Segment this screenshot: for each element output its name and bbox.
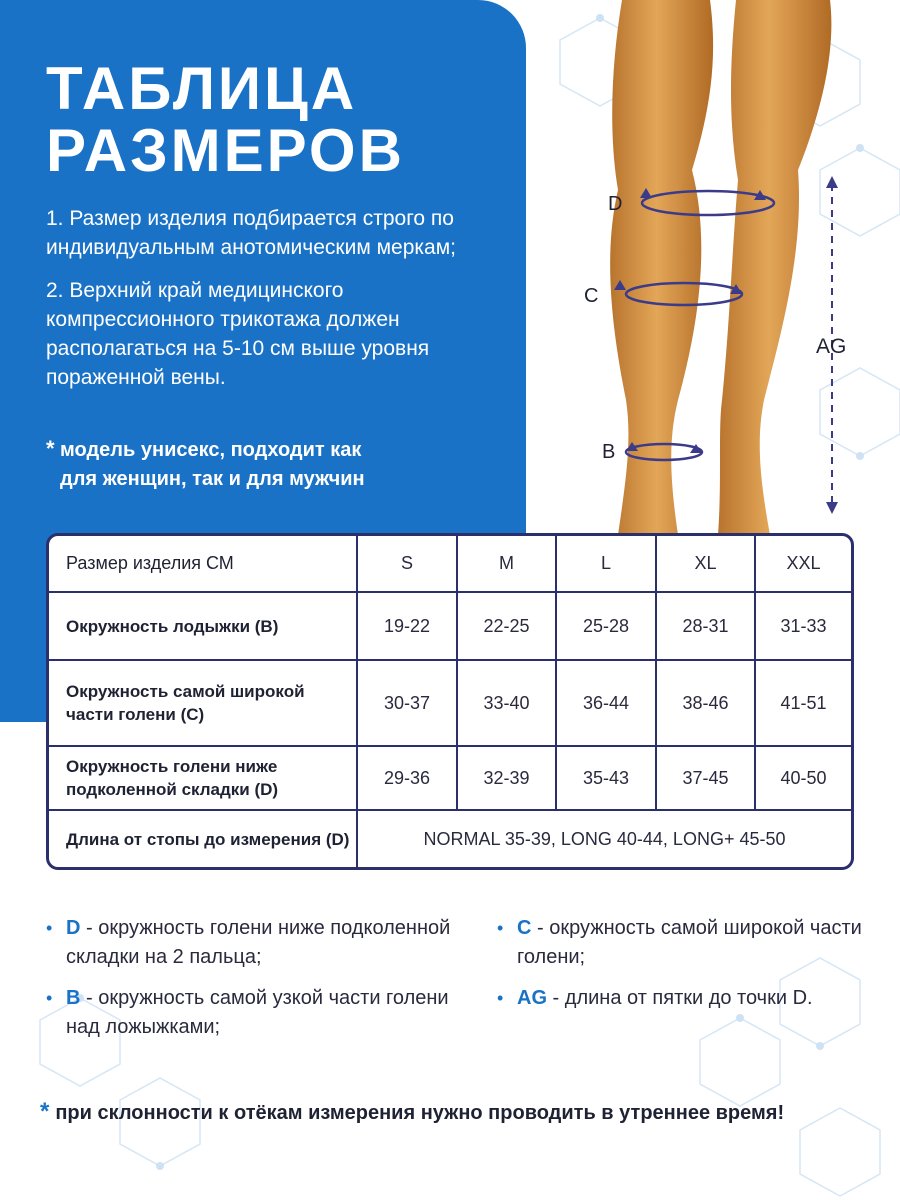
measure-ag-arrow-top <box>826 176 838 188</box>
footnote-star: * <box>40 1098 50 1125</box>
legend-text-c: - окружность самой широкой части голени; <box>517 917 862 968</box>
table-cell: 29-36 <box>358 747 458 811</box>
legend-key-c: C <box>517 917 532 939</box>
legend-right <box>497 914 877 1025</box>
note-2: 2. Верхний край медицинского компрессионного трикотажа должен располагаться на 5-10 см выше уровня пораженной вены. <box>46 279 430 389</box>
legend-item-ag <box>497 984 877 1013</box>
footnote-text: при склонности к отёкам измерения нужно проводить в утреннее время! <box>55 1102 785 1124</box>
table-cell: 22-25 <box>458 593 557 661</box>
table-header-size: XXL <box>756 536 851 593</box>
table-cell: 36-44 <box>557 661 657 747</box>
measure-ag-arrow-bottom <box>826 502 838 514</box>
unisex-line2: для женщин, так и для мужчин <box>60 468 365 490</box>
table-cell: 41-51 <box>756 661 851 747</box>
fitting-notes <box>46 204 496 406</box>
legend-bullet: • <box>497 918 504 938</box>
table-cell: 32-39 <box>458 747 557 811</box>
legend-text-b: - окружность самой узкой части голени над ложыжками; <box>66 987 449 1038</box>
note-1: 1. Размер изделия подбирается строго по индивидуальным анотомическим меркам; <box>46 207 456 259</box>
legend-key-d: D <box>66 917 81 939</box>
table-header-size: S <box>358 536 458 593</box>
table-cell: 25-28 <box>557 593 657 661</box>
page-title-line2: РАЗМЕРОВ <box>46 117 405 184</box>
table-cell: 28-31 <box>657 593 756 661</box>
table-header-size: XL <box>657 536 756 593</box>
unisex-star: * <box>46 436 55 461</box>
label-c: C <box>584 285 599 307</box>
row-label-length: Длина от стопы до измерения (D) <box>49 811 358 867</box>
table-cell: 31-33 <box>756 593 851 661</box>
table-header-size: M <box>458 536 557 593</box>
label-b: B <box>602 441 616 463</box>
legend-item-b <box>46 984 466 1042</box>
leg-measurement-figure <box>560 0 900 540</box>
table-cell: 33-40 <box>458 661 557 747</box>
page-title <box>46 55 405 184</box>
table-header-label: Размер изделия СМ <box>49 536 358 593</box>
table-cell: 19-22 <box>358 593 458 661</box>
table-header-size: L <box>557 536 657 593</box>
row-label-below-knee: Окружность голени ниже подколенной складки (D) <box>49 747 358 811</box>
row-label-ankle: Окружность лодыжки (B) <box>49 593 358 661</box>
table-cell: 40-50 <box>756 747 851 811</box>
legend-bullet: • <box>46 918 53 938</box>
legend-item-d <box>46 914 466 972</box>
row-label-calf: Окружность самой широкой части голени (С) <box>49 661 358 747</box>
unisex-line1: модель унисекс, подходит как <box>60 439 362 461</box>
unisex-note <box>46 434 365 494</box>
legend-text-d: - окружность голени ниже подколенной складки на 2 пальца; <box>66 917 451 968</box>
length-values-cell: NORMAL 35-39, LONG 40-44, LONG+ 45-50 <box>423 828 786 849</box>
legend-key-ag: AG <box>517 987 547 1009</box>
label-ag: AG <box>816 335 847 358</box>
size-table <box>46 533 854 870</box>
table-cell: 38-46 <box>657 661 756 747</box>
legend-item-c <box>497 914 877 972</box>
label-d: D <box>608 193 623 215</box>
legend-left <box>46 914 466 1054</box>
table-cell: 30-37 <box>358 661 458 747</box>
table-cell: 35-43 <box>557 747 657 811</box>
table-cell: 37-45 <box>657 747 756 811</box>
legend-bullet: • <box>46 988 53 1008</box>
edema-footnote <box>40 1098 784 1126</box>
page-title-line1: ТАБЛИЦА <box>46 55 358 122</box>
right-leg-image <box>718 0 831 535</box>
legend-key-b: B <box>66 987 81 1009</box>
legend-text-ag: - длина от пятки до точки D. <box>547 987 813 1009</box>
legend-bullet: • <box>497 988 504 1008</box>
